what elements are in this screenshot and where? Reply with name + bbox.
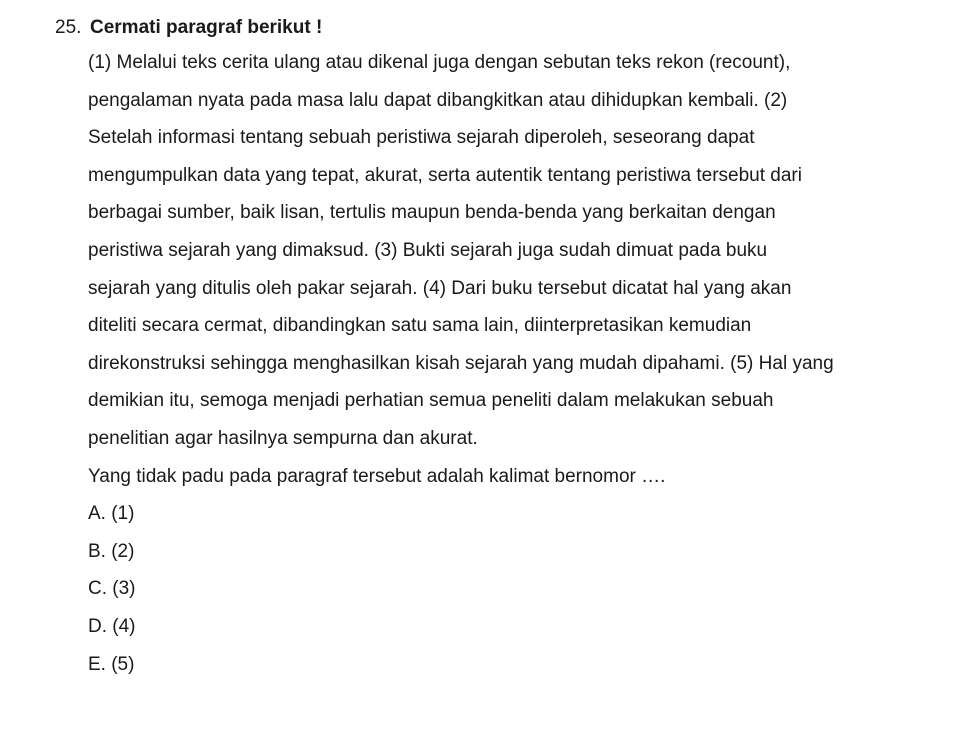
paragraph-line: penelitian agar hasilnya sempurna dan akurat. [88, 427, 478, 449]
paragraph-line: berbagai sumber, baik lisan, tertulis maupun benda-benda yang berkaitan dengan [88, 202, 776, 224]
question-block [55, 13, 834, 683]
paragraph-line: mengumpulkan data yang tepat, akurat, serta autentik tentang peristiwa tersebut dari [88, 164, 802, 186]
option-b[interactable]: B. (2) [88, 540, 135, 562]
paragraph-line: demikian itu, semoga menjadi perhatian semua peneliti dalam melakukan sebuah [88, 390, 774, 412]
question-header [55, 13, 834, 43]
question-number: 25. [55, 17, 82, 38]
paragraph-line: (1) Melalui teks cerita ulang atau dikenal juga dengan sebutan teks rekon (recount), [88, 52, 791, 73]
paragraph-line: direkonstruksi sehingga menghasilkan kisah sejarah yang mudah dipahami. (5) Hal yang [88, 352, 834, 374]
question-prompt: Yang tidak padu pada paragraf tersebut adalah kalimat bernomor …. [88, 465, 666, 487]
option-e[interactable]: E. (5) [88, 653, 135, 675]
paragraph-line: pengalaman nyata pada masa lalu dapat dibangkitkan atau dihidupkan kembali. (2) [88, 89, 788, 111]
question-title: Cermati paragraf berikut ! [90, 17, 323, 38]
question-body [88, 44, 834, 683]
option-c[interactable]: C. (3) [88, 578, 136, 600]
paragraph-line: peristiwa sejarah yang dimaksud. (3) Bukti sejarah juga sudah dimuat pada buku [88, 239, 768, 261]
option-d[interactable]: D. (4) [88, 615, 136, 637]
paragraph-line: sejarah yang ditulis oleh pakar sejarah. (4) Dari buku tersebut dicatat hal yang akan [88, 277, 792, 299]
paragraph-line: Setelah informasi tentang sebuah peristiwa sejarah diperoleh, seseorang dapat [88, 127, 755, 149]
paragraph-line: diteliti secara cermat, dibandingkan satu sama lain, diinterpretasikan kemudian [88, 315, 752, 337]
option-a[interactable]: A. (1) [88, 503, 135, 525]
